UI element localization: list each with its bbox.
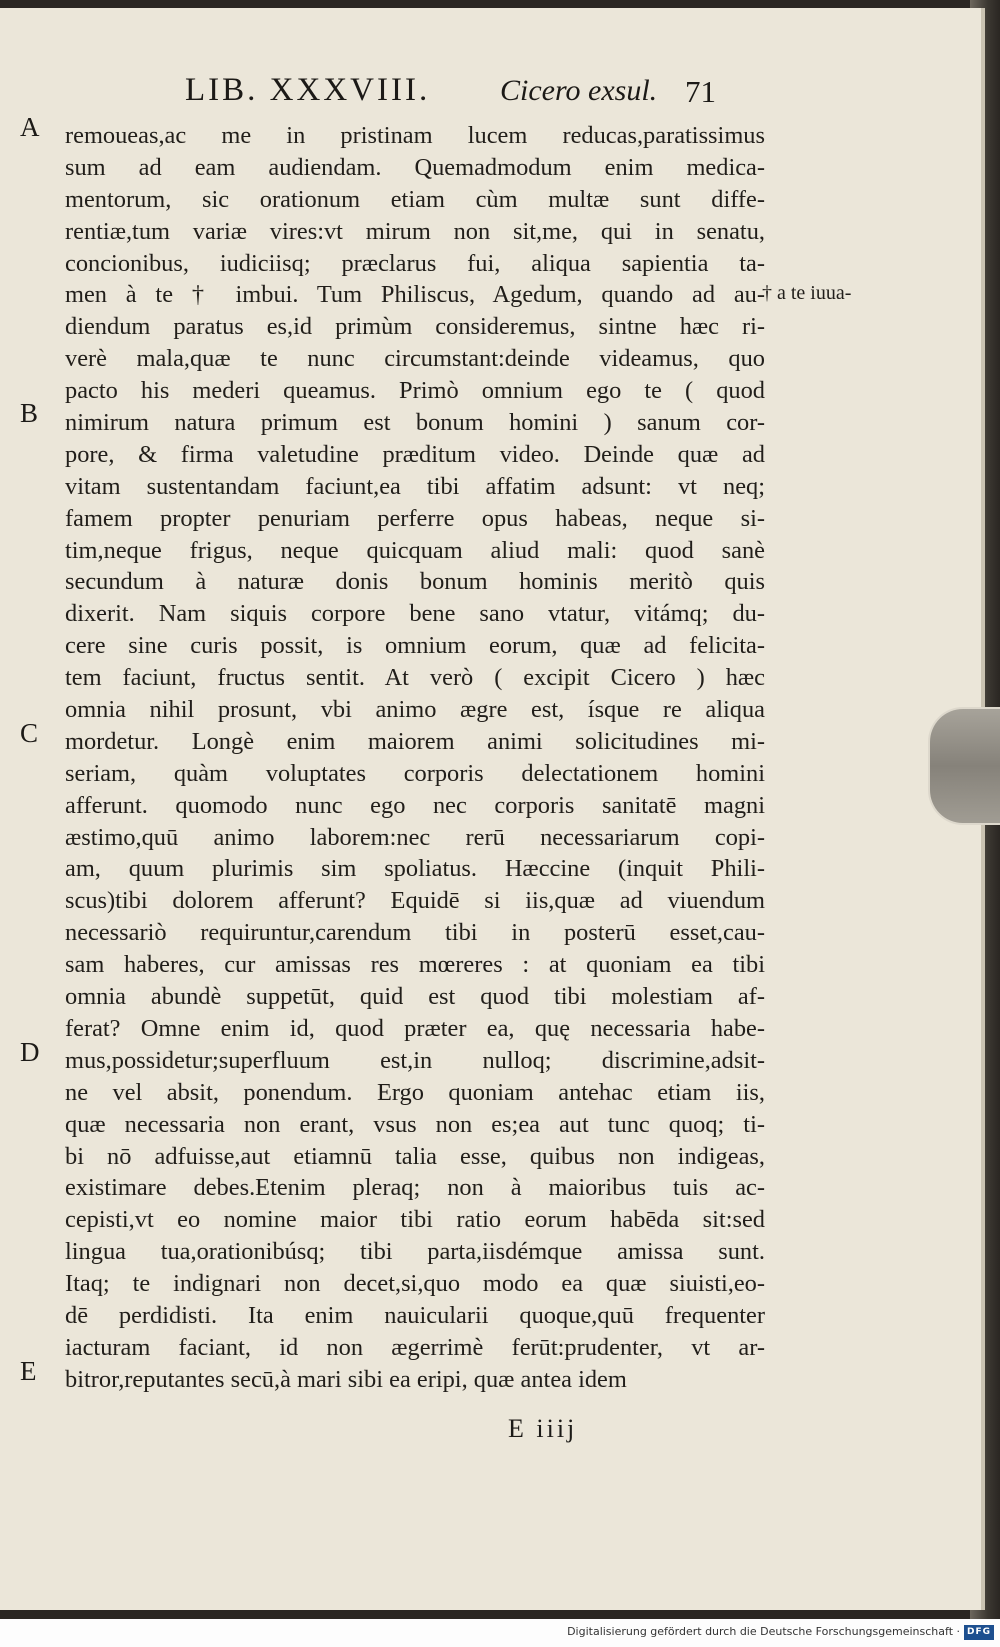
text-line: secundum à naturæ donis bonum hominis meritò quis: [65, 568, 765, 596]
text-line: verè mala,quæ te nunc circumstant:deinde videamus, quo: [65, 345, 765, 373]
text-line: quæ necessaria non erant, vsus non es;ea aut tunc quoq; ti-: [65, 1110, 765, 1138]
text-line: cere sine curis possit, is omnium eorum, quæ ad felicita-: [65, 632, 765, 660]
running-title: Cicero exsul.: [500, 74, 658, 107]
text-line: rentiæ,tum variæ vires:vt mirum non sit,me, qui in senatu,: [65, 217, 765, 245]
text-line: Itaq; te indignari non decet,si,quo modo ea quæ siuisti,eo-: [65, 1270, 765, 1298]
running-header: [185, 72, 725, 112]
folio-number: 71: [685, 74, 716, 109]
section-marker-d: D: [20, 1037, 40, 1067]
text-line: dē perdidisti. Ita enim nauicularii quoque,quū frequenter: [65, 1301, 765, 1329]
text-line: dixerit. Nam siquis corpore bene sano vtatur, vitámq; du-: [65, 600, 765, 628]
body-text: [65, 120, 765, 1396]
text-line: remoueas,ac me in pristinam lucem reducas,paratissimus: [65, 122, 765, 149]
text-line: pore, & firma valetudine præditum video. Deinde quæ ad: [65, 440, 765, 468]
text-line: sum ad eam audiendam. Quemadmodum enim medica-: [65, 153, 765, 181]
text-line: am, quum plurimis sim spoliatus. Hæccine (inquit Phili-: [65, 855, 765, 883]
section-marker-c: C: [20, 718, 39, 748]
text-line: nimirum natura primum est bonum homini ) sanum cor-: [65, 409, 765, 437]
text-line: tem faciunt, fructus sentit. At verò ( excipit Cicero ) hæc: [65, 664, 765, 692]
text-line: famem propter penuriam perferre opus habeas, neque si-: [65, 504, 765, 532]
text-line: omnia abundè suppetūt, quid est quod tibi molestiam af-: [65, 983, 765, 1011]
funding-credit: Digitalisierung gefördert durch die Deutsche Forschungsgemeinschaft ·: [567, 1625, 960, 1638]
text-line: ne vel absit, ponendum. Ergo quoniam antehac etiam iis,: [65, 1078, 765, 1106]
text-line: concionibus, iudiciisq; præclarus fui, aliqua sapientia ta-: [65, 249, 765, 277]
digitization-footer: [0, 1619, 1000, 1647]
text-line: æstimo,quū animo laborem:nec rerū necessariarum copi-: [65, 823, 765, 851]
section-marker-b: B: [20, 398, 39, 428]
text-line: mentorum, sic orationum etiam cùm multæ sunt diffe-: [65, 185, 765, 213]
book-number: LIB. XXXVIII.: [185, 72, 431, 108]
text-line: lingua tua,orationibúsq; tibi parta,iisdémque amissa sunt.: [65, 1238, 765, 1266]
text-line: existimare debes.Etenim pleraq; non à maioribus tuis ac-: [65, 1174, 765, 1202]
text-line: tim,neque frigus, neque quicquam aliud mali: quod sanè: [65, 536, 765, 564]
text-line: bi nō adfuisse,aut etiamnū talia esse, quibus non indigeas,: [65, 1142, 765, 1170]
text-line: afferunt. quomodo nunc ego nec corporis sanitatē magni: [65, 791, 765, 819]
text-line: mus,possidetur;superfluum est,in nulloq; discrimine,adsit-: [65, 1046, 765, 1074]
text-line: pacto his mederi queamus. Primò omnium ego te ( quod: [65, 377, 765, 405]
signature-mark: E iiij: [508, 1414, 578, 1443]
text-line: necessariò requiruntur,carendum tibi in posterū esset,cau-: [65, 919, 765, 947]
text-line: seriam, quàm voluptates corporis delectationem homini: [65, 759, 765, 787]
text-line: cepisti,vt eo nomine maior tibi ratio eorum habēda sit:sed: [65, 1206, 765, 1234]
section-marker-a: A: [20, 112, 40, 142]
text-line: bitror,reputantes secū,à mari sibi ea eripi, quæ antea idem: [65, 1365, 627, 1393]
text-line: vitam sustentandam faciunt,ea tibi affatim adsunt: vt neq;: [65, 472, 765, 500]
text-line: ferat? Omne enim id, quod præter ea, quę necessaria habe-: [65, 1014, 765, 1042]
marginal-note: † a te iuua-: [762, 282, 852, 304]
text-line: sam haberes, cur amissas res mœreres : at quoniam ea tibi: [65, 951, 765, 979]
text-line: scus)tibi dolorem afferunt? Equidē si iis,quæ ad viuendum: [65, 887, 765, 915]
text-line: mordetur. Longè enim maiorem animi solicitudines mi-: [65, 727, 765, 755]
section-marker-e: E: [20, 1356, 37, 1386]
text-line: men à te † imbui. Tum Philiscus, Agedum, quando ad au-: [65, 281, 765, 309]
text-line: omnia nihil prosunt, vbi animo ægre est, ísque re aliqua: [65, 696, 765, 724]
text-line: iacturam faciant, id non ægerrimè ferūt:prudenter, vt ar-: [65, 1333, 765, 1361]
page-clip: [928, 707, 1000, 825]
dfg-logo: DFG: [964, 1625, 994, 1640]
text-line: diendum paratus es,id primùm consideremus, sintne hæc ri-: [65, 313, 765, 341]
